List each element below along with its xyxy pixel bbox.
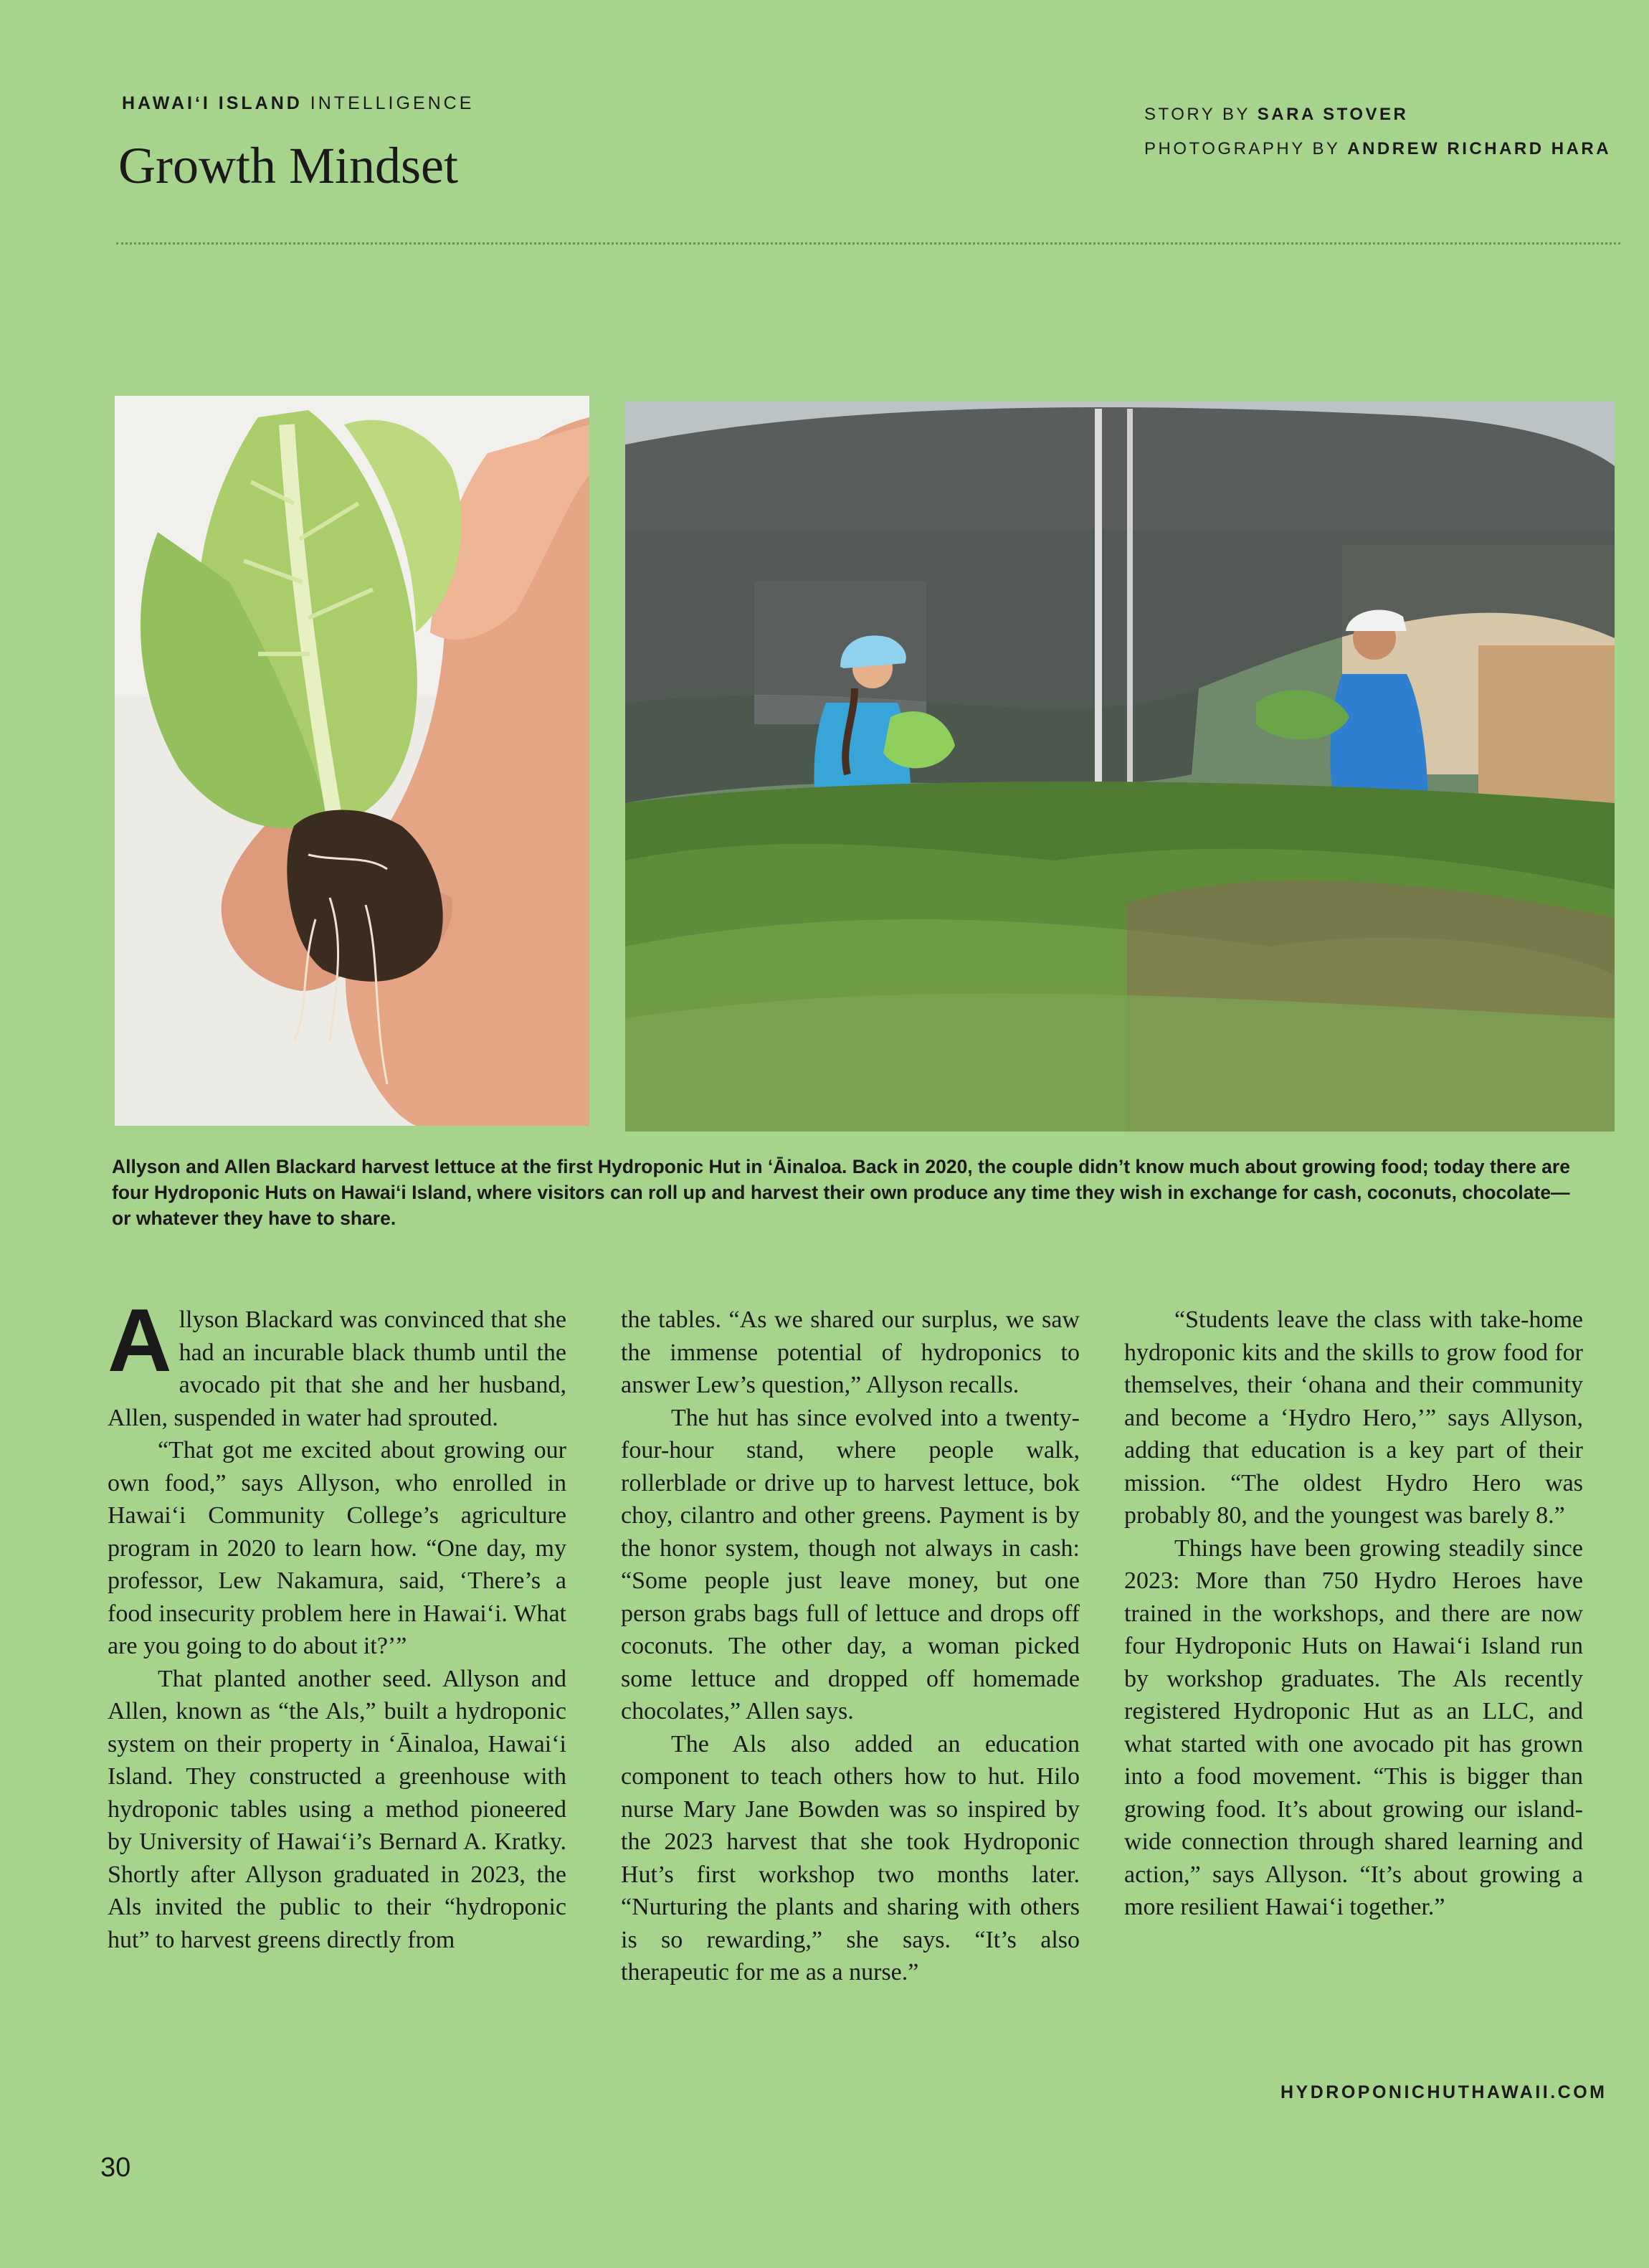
paragraph-text: llyson Blackard was convinced that she had an incurable black thumb until the avocado pit that she and her husband, Allen, suspended in water had sprouted. — [108, 1306, 566, 1431]
photo-lettuce-seedling — [115, 396, 589, 1126]
article-title: Growth Mindset — [118, 137, 458, 194]
story-credit-author: SARA STOVER — [1257, 105, 1409, 124]
photo-caption: Allyson and Allen Blackard harvest lettuce at the first Hydroponic Hut in ʻĀinaloa. Back in 2020, the couple didn’t know much about growing food; today there are four Hydroponic Huts on Hawaiʻi Island, where visitors can roll up and harvest their own produce any time they wish in exchange for cash, coconuts, chocolate—or whatever they have to share. — [112, 1156, 1570, 1229]
photo-credit-author: ANDREW RICHARD HARA — [1347, 139, 1612, 158]
photo-hydroponic-hut — [625, 402, 1615, 1131]
section-label — [122, 93, 474, 114]
paragraph: The hut has since evolved into a twenty-four-hour stand, where people walk, rollerblade or drive up to harvest lettuce, bok choy, cilantro and other greens. Payment is by the honor system, though not always in cash: “Some people just leave money, but one person grabs bags full of lettuce and drops off coconuts. The other day, a woman picked some lettuce and dropped off homemade chocolates,” Allen says. — [621, 1404, 1080, 1724]
paragraph — [108, 1291, 566, 1434]
story-credit — [1144, 98, 1611, 132]
drop-cap: A — [108, 1291, 172, 1390]
photo-credit — [1144, 132, 1611, 166]
paragraph: The Als also added an education component to teach others how to hut. Hilo nurse Mary Jane Bowden was so inspired by the 2023 harvest that she took Hydroponic Hut’s first workshop two months later. “Nurturing the plants and sharing with others is so rewarding,” she says. “It’s also therapeutic for me as a nurse.” — [621, 1730, 1080, 1985]
paragraph: Things have been growing steadily since 2023: More than 750 Hydro Heroes have trained in the workshops, and there are now four Hydroponic Huts on Hawaiʻi Island run by workshop graduates. The Als recently registered Hydroponic Hut as an LLC, and what started with one avocado pit has grown into a food movement. “This is bigger than growing food. It’s about growing our island-wide connection through shared learning and action,” says Allyson. “It’s about growing a more resilient Hawaiʻi together.” — [1124, 1534, 1583, 1920]
paragraph: That planted another seed. Allyson and Allen, known as “the Als,” built a hydroponic system on their property in ʻĀinaloa, Hawaiʻi Island. They constructed a greenhouse with hydroponic tables using a method pioneered by University of Hawaiʻi’s Bernard A. Kratky. Shortly after Allyson graduated in 2023, the Als invited the public to their “hydroponic hut” to harvest greens directly from — [108, 1665, 566, 1953]
section-label-rest: INTELLIGENCE — [310, 93, 475, 113]
page-number: 30 — [100, 2153, 131, 2183]
story-credit-prefix: STORY BY — [1144, 105, 1250, 124]
article-column-1 — [108, 1291, 566, 1956]
photo-credit-prefix: PHOTOGRAPHY BY — [1144, 139, 1341, 158]
article-column-2 — [621, 1304, 1080, 1989]
paragraph: “Students leave the class with take-home hydroponic kits and the skills to grow food for themselves, their ʻohana and their community and become a ‘Hydro Hero,’” says Allyson, adding that education is a key part of their mission. “The oldest Hydro Hero was probably 80, and the youngest was barely 8.” — [1124, 1306, 1583, 1529]
paragraph: “That got me excited about growing our own food,” says Allyson, who enrolled in Hawaiʻi Community College’s agriculture program in 2020 to learn how. “One day, my professor, Lew Nakamura, said, ‘There’s a food insecurity problem here in Hawaiʻi. What are you going to do about it?’” — [108, 1437, 566, 1659]
website-url: HYDROPONICHUTHAWAII.COM — [1280, 2082, 1607, 2102]
credits — [1144, 98, 1611, 166]
section-label-bold: HAWAIʻI ISLAND — [122, 93, 303, 113]
paragraph: the tables. “As we shared our surplus, we saw the immense potential of hydroponics to answer Lew’s question,” Allyson recalls. — [621, 1306, 1080, 1398]
article-column-3 — [1124, 1304, 1583, 1924]
header-divider — [116, 242, 1620, 245]
